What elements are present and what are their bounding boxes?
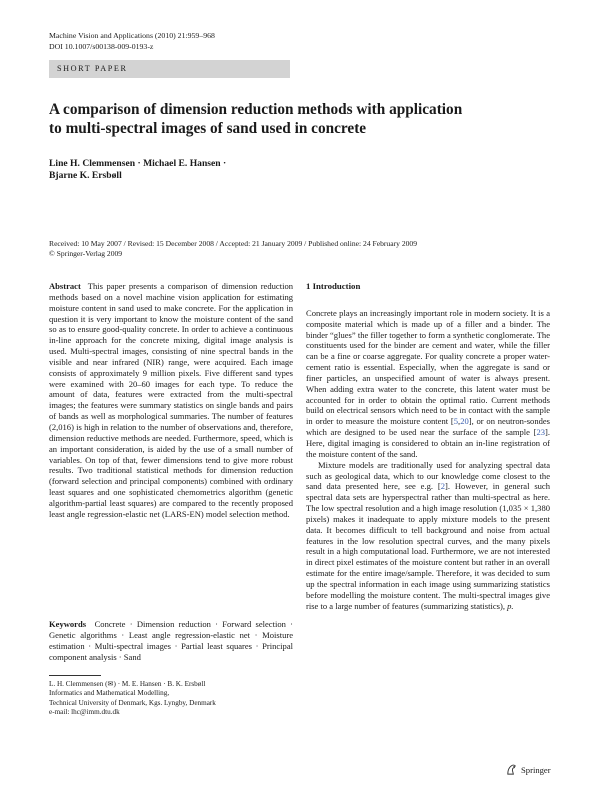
article-type-banner xyxy=(49,60,290,78)
authors-line-1: Line H. Clemmensen · Michael E. Hansen · xyxy=(49,158,227,169)
introduction-section xyxy=(306,281,550,611)
title-line-2: to multi-spectral images of sand used in concrete xyxy=(49,120,367,137)
section-heading: 1 Introduction xyxy=(306,281,361,291)
article-history xyxy=(49,239,589,259)
history-dates: Received: 10 May 2007 / Revised: 15 December 2008 / Accepted: 21 January 2009 / Published online: 24 February 2009 xyxy=(49,239,418,248)
intro-paragraph-1: Concrete plays an increasingly important role in modern society. It is a composite material which is made up of a filler and a binder. The binder “glues” the filler together to form a synthetic conglomerate. The constituents used for the binder are cement and water, while the filler can be a fine or coarse aggregate. For quality concrete a proper water-cement ratio is essential. Especially, when the aggregate is sand or finer particles, an unspecified amount of water is always present. When adding extra water to the concrete, this latent water must be accounted for in order to obtain the optimal ratio. Current methods build on electrical sensors which need to be in contact with the sample in order to measure the moisture content [5,20], or on neutron-sondes which are designed to be used near the surface of the sample [23]. Here, digital imaging is considered to obtain an in-line registration of the moisture content of the sand. xyxy=(306,307,551,459)
abstract-text: This paper presents a comparison of dimension reduction methods based on a novel machine vision application for estimating moisture content in sand used to make concrete. For the application in question it is very important to know the moisture content of the sand so as to ensure good-quality concrete. In order to achieve a continuous in-line approach for the concrete mixing, digital image analysis is used. Multi-spectral images, consisting of nine spectral bands in the visible and near infrared (NIR) range, were acquired. Each image consists of approximately 9 million pixels. Five different sand types were examined with 20–60 images for each type. To reduce the amount of data, features were extracted from the multi-spectral images; the features were summary statistics on single bands and pairs of bands as well as morphological summaries. The number of features (2,016) is high in relation to the number of observations and, therefore, dimension reductive methods are needed. Furthermore, speed, which is an important consideration, is aided by the use of a small number of variables. On top of that, fewer dimensions tend to give more robust results. Two traditional statistical methods for dimension reduction (forward selection and principal components) combined with ordinary least squares and one sophisticated chemometrics algorithm (genetic algorithm-partial least squares) are compared to the recently proposed least angle regression-elastic net (LARS-EN) model selection method. xyxy=(49,281,293,519)
affiliation xyxy=(49,680,299,717)
abstract-label: Abstract xyxy=(49,281,81,291)
keywords-label: Keywords xyxy=(49,619,87,629)
publisher-name: Springer xyxy=(521,764,551,775)
article-type-label: SHORT PAPER xyxy=(57,64,128,73)
author-list xyxy=(49,158,449,182)
abstract xyxy=(49,281,293,520)
affiliation-names: L. H. Clemmensen (✉) · M. E. Hansen · B. K. Ersbøll xyxy=(49,680,206,688)
affiliation-dept: Informatics and Mathematical Modelling, xyxy=(49,689,170,698)
affiliation-univ: Technical University of Denmark, Kgs. Lyngby, Denmark xyxy=(49,698,216,707)
authors-line-2: Bjarne K. Ersbøll xyxy=(49,170,122,181)
paper-title xyxy=(49,100,549,138)
citation-link[interactable]: 5 xyxy=(453,416,459,427)
affiliation-email: e-mail: lhc@imm.dtu.dk xyxy=(49,707,120,716)
journal-citation: Machine Vision and Applications (2010) 21:959–968 xyxy=(49,31,215,40)
keywords-text: Concrete · Dimension reduction · Forward selection · Genetic algorithms · Least angle regression-elastic net · Moisture estimation · Multi-spectral images · Partial least squares · Principal component analysis · Sand xyxy=(49,619,293,662)
publisher-logo xyxy=(505,763,551,776)
intro-paragraph-2: Mixture models are traditionally used for analyzing spectral data such as geological data, which to our knowledge come closest to the sand data presented here, see e.g. [2]. However, in general such spectral data sets are hyperspectral rather than multi-spectral as here. The low spectral resolution and a high image resolution (1,035 × 1,380 pixels) makes it inadequate to apply mixture models to the present data. It becomes difficult to tell background and noise from actual features in the low resolution spectral curves, and the many pixels result in a high computational load. Furthermore, we are not interested in direct pixel estimates of the moisture content but rather in an overall estimate for the entire image/sample. Therefore, it was decided to sum up the spectral information in each image using summarizing statistics before modelling the moisture content. The multi-spectral images give rise to a large number of features (summarizing statistics), p. xyxy=(306,459,550,611)
footnote-rule xyxy=(49,675,101,676)
doi: DOI 10.1007/s00138-009-0193-z xyxy=(49,42,154,51)
springer-horse-icon xyxy=(505,763,518,776)
citation-link[interactable]: 2 xyxy=(440,481,445,492)
keywords xyxy=(49,619,293,662)
citation-link[interactable]: 20 xyxy=(460,416,469,427)
title-line-1: A comparison of dimension reduction methods with application xyxy=(49,101,463,118)
citation-link[interactable]: 23 xyxy=(536,427,546,438)
copyright: © Springer-Verlag 2009 xyxy=(49,249,123,258)
